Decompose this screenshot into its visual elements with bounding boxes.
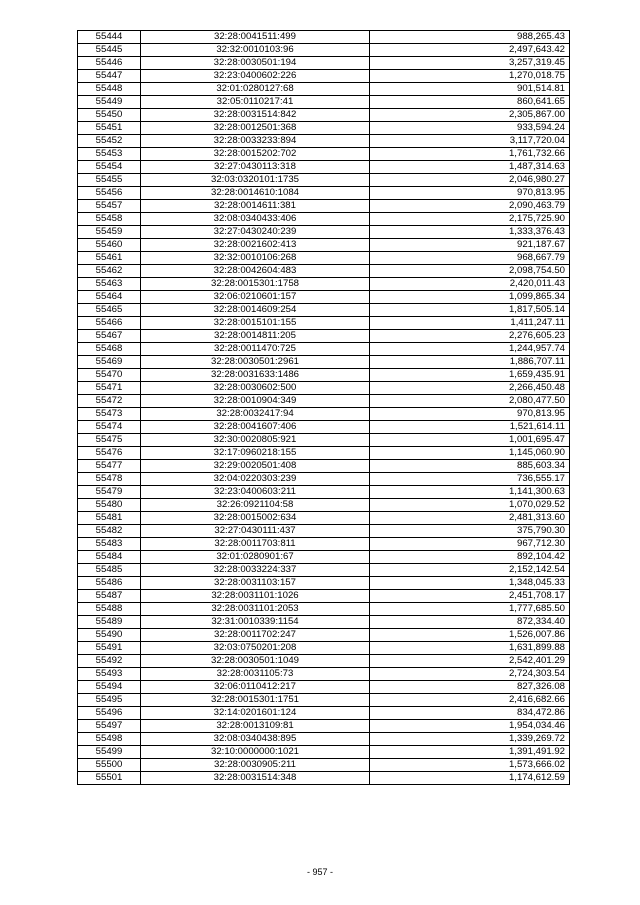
table-row [78,239,570,252]
cadastral-number-cell: 32:28:0031103:157 [141,577,370,590]
table-row [78,265,570,278]
table-row [78,655,570,668]
cadastral-number-cell: 32:28:0015301:1751 [141,694,370,707]
table-row [78,629,570,642]
table-row [78,512,570,525]
table-row [78,525,570,538]
table-row [78,161,570,174]
amount-cell: 988,265.43 [370,31,570,44]
table-row [78,148,570,161]
amount-cell: 872,334.40 [370,616,570,629]
cadastral-number-cell: 32:26:0921104:58 [141,499,370,512]
table-row [78,694,570,707]
cadastral-number-cell: 32:08:0340433:406 [141,213,370,226]
cadastral-number-cell: 32:28:0014811:205 [141,330,370,343]
amount-cell: 970,813.95 [370,408,570,421]
amount-cell: 2,451,708.17 [370,590,570,603]
cadastral-number-cell: 32:28:0031105:73 [141,668,370,681]
amount-cell: 1,886,707.11 [370,356,570,369]
row-number-cell: 55469 [78,356,141,369]
amount-cell: 860,641.65 [370,96,570,109]
row-number-cell: 55463 [78,278,141,291]
cadastral-number-cell: 32:28:0030501:1049 [141,655,370,668]
row-number-cell: 55471 [78,382,141,395]
cadastral-number-cell: 32:28:0033233:894 [141,135,370,148]
amount-cell: 1,339,269.72 [370,733,570,746]
property-value-table [77,30,570,785]
table-row [78,44,570,57]
row-number-cell: 55467 [78,330,141,343]
row-number-cell: 55481 [78,512,141,525]
row-number-cell: 55450 [78,109,141,122]
amount-cell: 2,080,477.50 [370,395,570,408]
row-number-cell: 55447 [78,70,141,83]
row-number-cell: 55492 [78,655,141,668]
table-row [78,291,570,304]
cadastral-number-cell: 32:17:0960218:155 [141,447,370,460]
table-row [78,343,570,356]
cadastral-number-cell: 32:28:0031101:2053 [141,603,370,616]
amount-cell: 1,487,314.63 [370,161,570,174]
cadastral-number-cell: 32:14:0201601:124 [141,707,370,720]
cadastral-number-cell: 32:28:0015101:155 [141,317,370,330]
table-row [78,187,570,200]
row-number-cell: 55479 [78,486,141,499]
row-number-cell: 55454 [78,161,141,174]
row-number-cell: 55477 [78,460,141,473]
cadastral-number-cell: 32:28:0031101:1026 [141,590,370,603]
cadastral-number-cell: 32:04:0220303:239 [141,473,370,486]
row-number-cell: 55475 [78,434,141,447]
table-row [78,70,570,83]
amount-cell: 933,594.24 [370,122,570,135]
table-row [78,733,570,746]
amount-cell: 1,244,957.74 [370,343,570,356]
row-number-cell: 55462 [78,265,141,278]
table-row [78,317,570,330]
amount-cell: 3,257,319.45 [370,57,570,70]
cadastral-number-cell: 32:10:0000000:1021 [141,746,370,759]
cadastral-number-cell: 32:28:0033224:337 [141,564,370,577]
cadastral-number-cell: 32:28:0031514:842 [141,109,370,122]
cadastral-number-cell: 32:28:0013109:81 [141,720,370,733]
row-number-cell: 55487 [78,590,141,603]
table-row [78,642,570,655]
row-number-cell: 55470 [78,369,141,382]
row-number-cell: 55500 [78,759,141,772]
table-row [78,31,570,44]
row-number-cell: 55456 [78,187,141,200]
table-row [78,174,570,187]
row-number-cell: 55472 [78,395,141,408]
table-row [78,486,570,499]
cadastral-number-cell: 32:06:0210601:157 [141,291,370,304]
amount-cell: 885,603.34 [370,460,570,473]
amount-cell: 2,276,605.23 [370,330,570,343]
amount-cell: 1,174,612.59 [370,772,570,785]
table-row [78,551,570,564]
row-number-cell: 55473 [78,408,141,421]
amount-cell: 1,348,045.33 [370,577,570,590]
table-row [78,460,570,473]
row-number-cell: 55476 [78,447,141,460]
cadastral-number-cell: 32:28:0021602:413 [141,239,370,252]
table-row [78,83,570,96]
amount-cell: 827,326.08 [370,681,570,694]
amount-cell: 1,001,695.47 [370,434,570,447]
cadastral-number-cell: 32:28:0031514:348 [141,772,370,785]
amount-cell: 1,777,685.50 [370,603,570,616]
row-number-cell: 55494 [78,681,141,694]
table-row [78,603,570,616]
amount-cell: 1,954,034.46 [370,720,570,733]
table-row [78,226,570,239]
amount-cell: 1,521,614.11 [370,421,570,434]
table-row [78,57,570,70]
amount-cell: 968,667.79 [370,252,570,265]
amount-cell: 2,542,401.29 [370,655,570,668]
amount-cell: 1,573,666.02 [370,759,570,772]
table-row [78,772,570,785]
cadastral-number-cell: 32:28:0011702:247 [141,629,370,642]
cadastral-number-cell: 32:28:0030501:194 [141,57,370,70]
table-row [78,213,570,226]
row-number-cell: 55448 [78,83,141,96]
row-number-cell: 55493 [78,668,141,681]
row-number-cell: 55478 [78,473,141,486]
cadastral-number-cell: 32:28:0030501:2961 [141,356,370,369]
amount-cell: 2,724,303.54 [370,668,570,681]
cadastral-number-cell: 32:30:0020805:921 [141,434,370,447]
amount-cell: 1,526,007.86 [370,629,570,642]
amount-cell: 1,070,029.52 [370,499,570,512]
amount-cell: 834,472.86 [370,707,570,720]
row-number-cell: 55458 [78,213,141,226]
amount-cell: 2,090,463.79 [370,200,570,213]
table-row [78,707,570,720]
page-number: - 957 - [306,867,333,877]
row-number-cell: 55445 [78,44,141,57]
table-row [78,278,570,291]
row-number-cell: 55482 [78,525,141,538]
table-row [78,473,570,486]
table-row [78,499,570,512]
amount-cell: 967,712.30 [370,538,570,551]
row-number-cell: 55485 [78,564,141,577]
row-number-cell: 55497 [78,720,141,733]
row-number-cell: 55444 [78,31,141,44]
amount-cell: 1,411,247.11 [370,317,570,330]
amount-cell: 2,266,450.48 [370,382,570,395]
table-row [78,538,570,551]
table-row [78,96,570,109]
table-body [78,31,570,785]
table-row [78,421,570,434]
table-row [78,759,570,772]
amount-cell: 2,152,142.54 [370,564,570,577]
row-number-cell: 55449 [78,96,141,109]
amount-cell: 1,145,060.90 [370,447,570,460]
row-number-cell: 55452 [78,135,141,148]
cadastral-number-cell: 32:28:0015202:702 [141,148,370,161]
cadastral-number-cell: 32:32:0010103:96 [141,44,370,57]
amount-cell: 1,141,300.63 [370,486,570,499]
row-number-cell: 55461 [78,252,141,265]
table-row [78,252,570,265]
table-row [78,135,570,148]
amount-cell: 901,514.81 [370,83,570,96]
table-row [78,746,570,759]
cadastral-number-cell: 32:28:0015002:634 [141,512,370,525]
cadastral-number-cell: 32:23:0400603:211 [141,486,370,499]
amount-cell: 2,497,643.42 [370,44,570,57]
table-row [78,330,570,343]
amount-cell: 1,631,899.88 [370,642,570,655]
table-row [78,590,570,603]
amount-cell: 2,098,754.50 [370,265,570,278]
table-row [78,408,570,421]
row-number-cell: 55453 [78,148,141,161]
amount-cell: 375,790.30 [370,525,570,538]
table-row [78,577,570,590]
table-row [78,109,570,122]
row-number-cell: 55465 [78,304,141,317]
cadastral-number-cell: 32:28:0010904:349 [141,395,370,408]
table-row [78,668,570,681]
row-number-cell: 55457 [78,200,141,213]
amount-cell: 2,420,011.43 [370,278,570,291]
amount-cell: 921,187.67 [370,239,570,252]
cadastral-number-cell: 32:28:0014610:1084 [141,187,370,200]
row-number-cell: 55474 [78,421,141,434]
cadastral-number-cell: 32:28:0030602:500 [141,382,370,395]
amount-cell: 970,813.95 [370,187,570,200]
amount-cell: 1,099,865.34 [370,291,570,304]
table-row [78,304,570,317]
cadastral-number-cell: 32:03:0320101:1735 [141,174,370,187]
cadastral-number-cell: 32:01:0280127:68 [141,83,370,96]
cadastral-number-cell: 32:28:0041607:406 [141,421,370,434]
row-number-cell: 55464 [78,291,141,304]
cadastral-number-cell: 32:05:0110217:41 [141,96,370,109]
row-number-cell: 55498 [78,733,141,746]
cadastral-number-cell: 32:06:0110412:217 [141,681,370,694]
table-row [78,564,570,577]
table-row [78,369,570,382]
row-number-cell: 55483 [78,538,141,551]
cadastral-number-cell: 32:28:0011703:811 [141,538,370,551]
cadastral-number-cell: 32:28:0014609:254 [141,304,370,317]
table-row [78,720,570,733]
cadastral-number-cell: 32:28:0011470:725 [141,343,370,356]
amount-cell: 736,555.17 [370,473,570,486]
table-row [78,395,570,408]
cadastral-number-cell: 32:01:0280901:67 [141,551,370,564]
cadastral-number-cell: 32:28:0030905:211 [141,759,370,772]
cadastral-number-cell: 32:32:0010106:268 [141,252,370,265]
cadastral-number-cell: 32:08:0340438:895 [141,733,370,746]
row-number-cell: 55491 [78,642,141,655]
table-row [78,382,570,395]
row-number-cell: 55468 [78,343,141,356]
row-number-cell: 55466 [78,317,141,330]
amount-cell: 1,333,376.43 [370,226,570,239]
cadastral-number-cell: 32:27:0430240:239 [141,226,370,239]
cadastral-number-cell: 32:28:0031633:1486 [141,369,370,382]
cadastral-number-cell: 32:27:0430111:437 [141,525,370,538]
table-row [78,122,570,135]
amount-cell: 2,416,682.66 [370,694,570,707]
row-number-cell: 55459 [78,226,141,239]
amount-cell: 2,046,980.27 [370,174,570,187]
amount-cell: 1,817,505.14 [370,304,570,317]
amount-cell: 2,305,867.00 [370,109,570,122]
table-row [78,200,570,213]
row-number-cell: 55496 [78,707,141,720]
cadastral-number-cell: 32:28:0032417:94 [141,408,370,421]
cadastral-number-cell: 32:03:0750201:208 [141,642,370,655]
row-number-cell: 55480 [78,499,141,512]
row-number-cell: 55486 [78,577,141,590]
row-number-cell: 55489 [78,616,141,629]
cadastral-number-cell: 32:29:0020501:408 [141,460,370,473]
cadastral-number-cell: 32:28:0041511:499 [141,31,370,44]
amount-cell: 2,481,313.60 [370,512,570,525]
cadastral-number-cell: 32:28:0012501:368 [141,122,370,135]
table-row [78,447,570,460]
row-number-cell: 55451 [78,122,141,135]
cadastral-number-cell: 32:28:0014611:381 [141,200,370,213]
table-row [78,434,570,447]
cadastral-number-cell: 32:23:0400602:226 [141,70,370,83]
cadastral-number-cell: 32:28:0015301:1758 [141,278,370,291]
row-number-cell: 55499 [78,746,141,759]
cadastral-number-cell: 32:31:0010339:1154 [141,616,370,629]
table-row [78,356,570,369]
amount-cell: 3,117,720.04 [370,135,570,148]
amount-cell: 892,104.42 [370,551,570,564]
amount-cell: 1,659,435.91 [370,369,570,382]
row-number-cell: 55501 [78,772,141,785]
amount-cell: 1,761,732.66 [370,148,570,161]
cadastral-number-cell: 32:28:0042604:483 [141,265,370,278]
row-number-cell: 55446 [78,57,141,70]
amount-cell: 2,175,725.90 [370,213,570,226]
table-row [78,616,570,629]
cadastral-number-cell: 32:27:0430113:318 [141,161,370,174]
row-number-cell: 55460 [78,239,141,252]
table-row [78,681,570,694]
row-number-cell: 55455 [78,174,141,187]
row-number-cell: 55484 [78,551,141,564]
amount-cell: 1,270,018.75 [370,70,570,83]
row-number-cell: 55490 [78,629,141,642]
row-number-cell: 55488 [78,603,141,616]
amount-cell: 1,391,491.92 [370,746,570,759]
row-number-cell: 55495 [78,694,141,707]
